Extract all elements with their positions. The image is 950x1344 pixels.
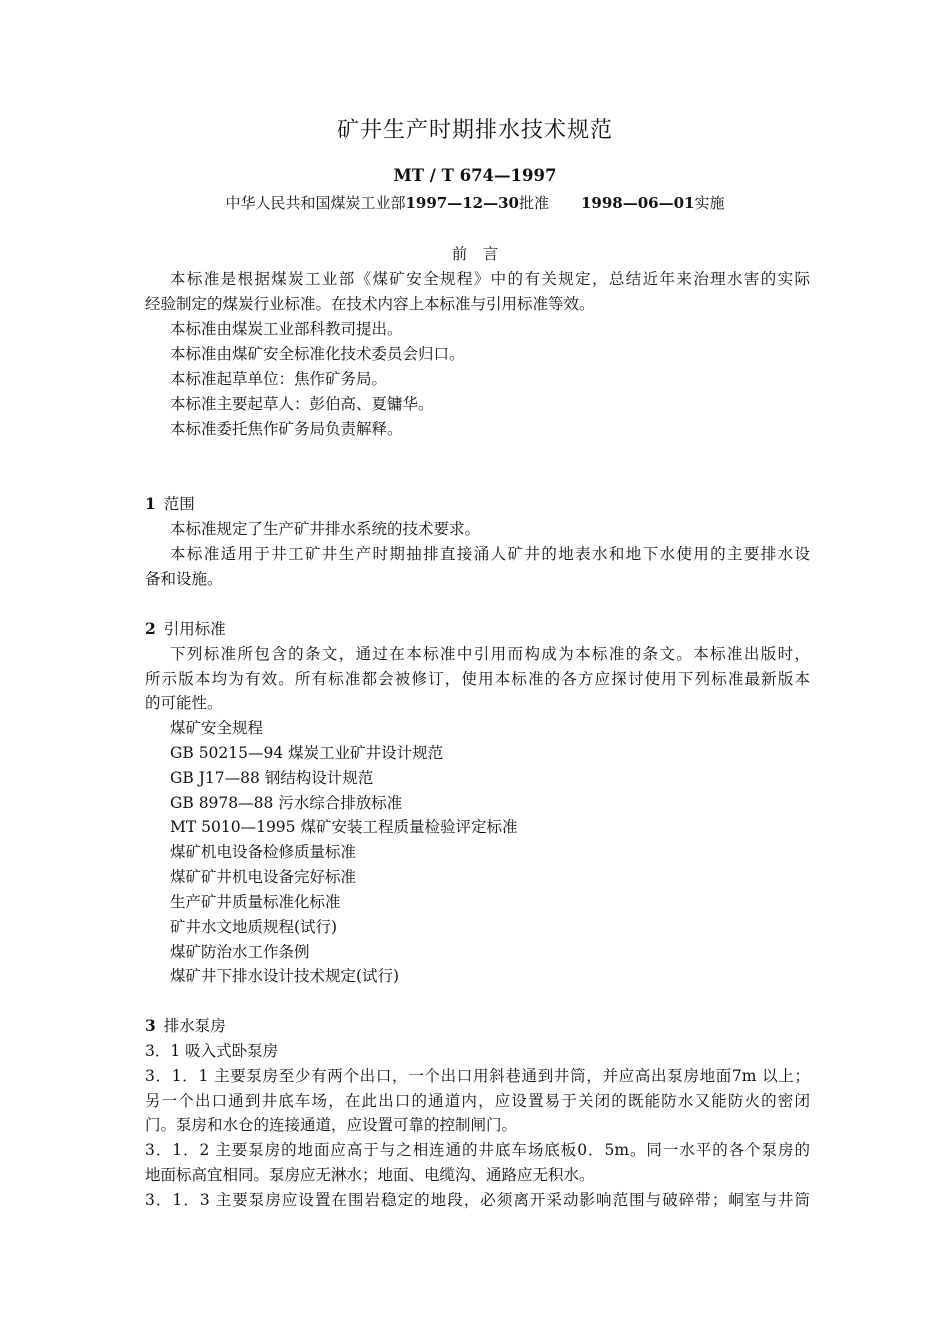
clause-line: 另一个出口通到井底车场，在此出口的通道内，应设置易于关闭的既能防水又能防火的密闭 <box>145 1092 810 1110</box>
section-heading <box>145 617 810 641</box>
foreword-line: 本标准委托焦作矿务局负责解释。 <box>170 420 403 438</box>
reference-item: 煤矿矿井机电设备完好标准 <box>170 868 357 886</box>
clause-line: 门。泵房和水仓的连接通道，应设置可靠的控制闸门。 <box>145 1116 518 1134</box>
document-title: 矿井生产时期排水技术规范 <box>336 118 613 143</box>
clause-line: 3．1．3 主要泵房应设置在围岩稳定的地段，必须离开采动影响范围与破碎带；峒室与井筒 <box>145 1191 810 1209</box>
approval-line <box>0 191 950 215</box>
section-title: 范围 <box>163 495 195 513</box>
section-number: 1 <box>145 494 156 513</box>
effective-word: 实施 <box>694 194 725 212</box>
reference-item: 煤矿井下排水设计技术规定(试行) <box>170 967 400 985</box>
section-number: 2 <box>145 619 156 638</box>
foreword-line: 本标准主要起草人：彭伯高、夏镛华。 <box>170 395 434 413</box>
foreword-line: 本标准由煤炭工业部科教司提出。 <box>170 320 403 338</box>
reference-item: GB 50215—94 煤炭工业矿井设计规范 <box>170 744 444 762</box>
reference-item: 生产矿井质量标准化标准 <box>170 893 341 911</box>
section-title: 排水泵房 <box>163 1017 226 1035</box>
clause-line: 3．1．2 主要泵房的地面应高于与之相连通的井底车场底板0．5m。同一水平的各个泵房的 <box>145 1141 810 1159</box>
reference-item: 煤矿机电设备检修质量标准 <box>170 843 357 861</box>
section-line: 本标准规定了生产矿井排水系统的技术要求。 <box>170 520 481 538</box>
clause-line: 3．1．1 主要泵房至少有两个出口，一个出口用斜巷通到井筒，并应高出泵房地面7m 以上； <box>145 1067 810 1085</box>
foreword-line: 本标准由煤矿安全标准化技术委员会归口。 <box>170 345 465 363</box>
section-line: 的可能性。 <box>145 694 223 712</box>
section-line: 所示版本均为有效。所有标准都会被修订，使用本标准的各方应探讨使用下列标准最新版本 <box>145 670 810 688</box>
section-line: 备和设施。 <box>145 570 223 588</box>
foreword-heading: 前 言 <box>451 245 499 263</box>
section-heading <box>145 1014 810 1038</box>
section-heading <box>145 492 810 516</box>
reference-item: 煤矿安全规程 <box>170 719 264 737</box>
effective-date: 1998—06—01 <box>581 194 695 212</box>
approval-date: 1997—12—30 <box>405 194 519 212</box>
reference-item: MT 5010—1995 煤矿安装工程质量检验评定标准 <box>170 818 518 836</box>
section-title: 引用标准 <box>163 620 226 638</box>
approval-prefix: 中华人民共和国煤炭工业部 <box>225 194 406 212</box>
approval-word: 批准 <box>518 194 549 212</box>
reference-item: GB J17—88 钢结构设计规范 <box>170 769 374 787</box>
section-number: 3 <box>145 1016 156 1035</box>
clause-line: 地面标高宜相同。泵房应无淋水；地面、电缆沟、通路应无积水。 <box>145 1166 595 1184</box>
foreword-line: 本标准是根据煤炭工业部《煤矿安全规程》中的有关规定，总结近年来治理水害的实际 <box>170 270 810 288</box>
foreword-line: 本标准起草单位：焦作矿务局。 <box>170 370 388 388</box>
foreword-line: 经验制定的煤炭行业标准。在技术内容上本标准与引用标准等效。 <box>145 295 595 313</box>
section-line: 下列标准所包含的条文，通过在本标准中引用而构成为本标准的条文。本标准出版时， <box>170 645 810 663</box>
section-line: 本标准适用于井工矿井生产时期抽排直接涌人矿井的地表水和地下水使用的主要排水设 <box>170 545 810 563</box>
reference-item: 煤矿防治水工作条例 <box>170 943 310 961</box>
clause-line: 3．1 吸入式卧泵房 <box>145 1042 279 1060</box>
reference-item: 矿井水文地质规程(试行) <box>170 918 338 936</box>
reference-item: GB 8978—88 污水综合排放标准 <box>170 794 403 812</box>
standard-code: MT / T 674—1997 <box>393 166 557 185</box>
